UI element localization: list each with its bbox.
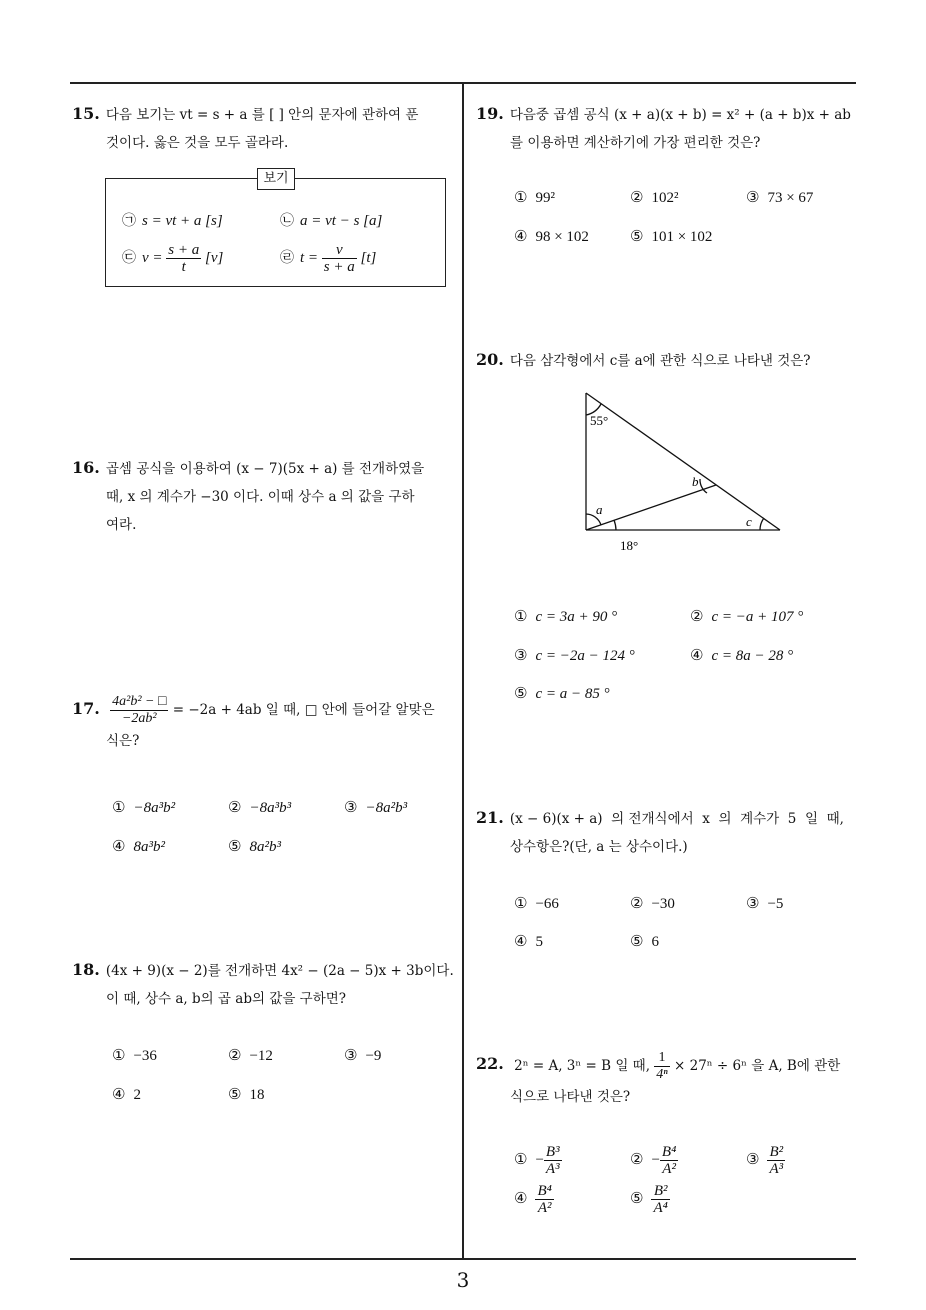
question-number: 22. <box>476 1054 504 1073</box>
frac-numerator: v <box>322 242 357 259</box>
choice-text: 98 × 102 <box>535 229 589 245</box>
bogi-item-1 <box>122 210 223 230</box>
label-b: b <box>692 474 699 489</box>
q22-choice-3[interactable] <box>746 1144 785 1177</box>
question-18 <box>72 956 457 1013</box>
item-marker: ㉡ <box>280 213 294 229</box>
q19-choice-2[interactable] <box>630 188 678 207</box>
choice-number: ① <box>514 894 528 912</box>
q17-choice-3[interactable] <box>344 798 407 817</box>
question-text: 다음 삼각형에서 c를 a에 관한 식으로 나타낸 것은? <box>509 353 811 369</box>
choice-text: 8a³b² <box>133 839 165 855</box>
q21-choice-3[interactable] <box>746 894 783 913</box>
question-number: 16. <box>72 458 100 477</box>
angle-arc-c <box>760 518 764 530</box>
frac-numerator: 1 <box>654 1050 669 1067</box>
choice-number: ② <box>690 607 704 625</box>
q18-choice-2[interactable] <box>228 1046 273 1065</box>
question-17 <box>72 694 457 755</box>
item-marker: ㉣ <box>280 249 294 266</box>
angle-arc-b <box>700 479 707 493</box>
choice-number: ⑤ <box>228 837 242 855</box>
choice-number: ③ <box>746 894 760 912</box>
choice-number: ① <box>112 1046 126 1064</box>
question-number: 19. <box>476 104 504 123</box>
choice-text: 101 × 102 <box>651 229 713 245</box>
question-text: (x − 6)(x + a) 의 전개식에서 x 의 계수가 5 일 때, <box>509 811 844 827</box>
question-19-line1 <box>476 100 861 129</box>
q21-choice-4[interactable] <box>514 932 543 951</box>
frac-denominator: A² <box>537 1200 552 1216</box>
choice-number: ② <box>630 894 644 912</box>
frac-numerator: s + a <box>168 242 200 258</box>
frac-denominator: t <box>181 259 186 275</box>
frac-denominator: s + a <box>323 259 355 275</box>
item-lhs: t = <box>300 249 319 266</box>
q18-choice-5[interactable] <box>228 1085 264 1104</box>
q21-choice-1[interactable] <box>514 894 559 913</box>
question-text-post: × 27ⁿ ÷ 6ⁿ 을 A, B에 관한 <box>674 1058 841 1074</box>
question-18-line2: 이 때, 상수 a, b의 곱 ab의 값을 구하면? <box>106 991 347 1007</box>
question-text-pre: 2ⁿ = A, 3ⁿ = B 일 때, <box>514 1058 650 1074</box>
choice-text: 5 <box>535 934 543 950</box>
q18-choice-3[interactable] <box>344 1046 381 1065</box>
choice-text: −36 <box>133 1048 157 1064</box>
question-text: 다음 보기는 vt = s + a 를 [ ] 안의 문자에 관하여 푼 <box>105 107 419 123</box>
question-21 <box>476 804 861 861</box>
question-number: 21. <box>476 808 504 827</box>
item-expr: s = vt + a [s] <box>142 213 223 229</box>
choice-number: ③ <box>514 646 528 664</box>
item-fraction <box>322 242 357 275</box>
angle-arc-bottom <box>614 520 616 530</box>
q20-choice-1[interactable] <box>514 607 617 626</box>
question-20-line1 <box>476 346 861 375</box>
choice-text: 8a²b³ <box>249 839 281 855</box>
frac-numerator: B² <box>769 1144 784 1160</box>
choice-number: ④ <box>514 1188 528 1207</box>
question-text: 곱셈 공식을 이용하여 (x − 7)(5x + a) 를 전개하였을 <box>105 461 425 477</box>
choice-number: ② <box>228 1046 242 1064</box>
question-19 <box>476 100 861 157</box>
choice-text: −8a³b² <box>133 800 176 816</box>
q19-choice-1[interactable] <box>514 188 555 207</box>
frac-denominator: −2ab² <box>121 711 157 726</box>
q22-choice-2[interactable] <box>630 1144 678 1177</box>
item-expr: a = vt − s [a] <box>300 213 383 229</box>
choice-number: ⑤ <box>630 1188 644 1207</box>
question-15 <box>72 100 457 157</box>
choice-text: 18 <box>249 1087 265 1103</box>
q21-choice-5[interactable] <box>630 932 659 951</box>
question-16-line3: 여라. <box>106 517 137 533</box>
frac-numerator: B⁴ <box>661 1144 677 1160</box>
question-18-line1 <box>72 956 457 985</box>
question-number: 15. <box>72 104 100 123</box>
triangle-hypotenuse <box>586 393 780 530</box>
question-22-line2: 식으로 나타낸 것은? <box>510 1089 631 1105</box>
question-number: 17. <box>72 699 100 718</box>
choice-text: 73 × 67 <box>767 190 814 206</box>
question-17-line1 <box>72 694 457 727</box>
q19-choice-4[interactable] <box>514 227 589 246</box>
q22-choice-4[interactable] <box>514 1183 554 1216</box>
q19-choice-5[interactable] <box>630 227 712 246</box>
triangle-figure <box>570 385 800 565</box>
choice-text: c = 8a − 28 ° <box>711 648 794 664</box>
q17-choice-1[interactable] <box>112 798 175 817</box>
q21-choice-2[interactable] <box>630 894 675 913</box>
question-number: 18. <box>72 960 100 979</box>
question-19-line2: 를 이용하면 계산하기에 가장 편리한 것은? <box>510 135 761 151</box>
label-a: a <box>596 502 603 517</box>
bogi-item-2 <box>280 210 382 230</box>
q17-choice-2[interactable] <box>228 798 291 817</box>
question-22-fraction <box>654 1050 669 1083</box>
choice-fraction <box>651 1183 669 1216</box>
choice-text: −30 <box>651 896 675 912</box>
choice-text: c = −a + 107 ° <box>711 609 804 625</box>
question-16-line1 <box>72 454 457 483</box>
question-20 <box>476 346 861 375</box>
choice-text: −12 <box>249 1048 273 1064</box>
question-22-line1 <box>476 1050 861 1083</box>
choice-number: ③ <box>746 1149 760 1168</box>
question-22 <box>476 1050 861 1111</box>
choice-number: ④ <box>112 1085 126 1103</box>
choice-text: 6 <box>651 934 659 950</box>
item-tail: [t] <box>360 249 377 266</box>
frac-numerator: B³ <box>545 1144 560 1160</box>
label-c: c <box>746 514 752 529</box>
choice-text: −8a²b³ <box>365 800 408 816</box>
choice-text: c = a − 85 ° <box>535 686 610 702</box>
frac-denominator: A³ <box>545 1161 560 1177</box>
choice-text: 102² <box>651 190 679 206</box>
question-text: = −2a + 4ab 일 때, □ 안에 들어갈 알맞은 <box>172 702 435 718</box>
triangle-cevian <box>586 485 716 530</box>
choice-text: −8a³b³ <box>249 800 292 816</box>
choice-fraction <box>660 1144 678 1177</box>
q22-choice-5[interactable] <box>630 1183 670 1216</box>
frac-denominator: 4ⁿ <box>656 1067 668 1082</box>
q20-choice-2[interactable] <box>690 607 803 626</box>
question-16-line2: 때, x 의 계수가 −30 이다. 이때 상수 a 의 값을 구하 <box>106 489 415 505</box>
choice-number: ③ <box>344 798 358 816</box>
choice-number: ⑤ <box>630 227 644 245</box>
question-21-line2: 상수항은?(단, a 는 상수이다.) <box>510 839 688 855</box>
item-fraction <box>166 242 201 275</box>
choice-number: ④ <box>514 932 528 950</box>
choice-number: ① <box>514 1149 528 1168</box>
choice-sign: − <box>651 1151 660 1168</box>
bogi-item-3 <box>122 242 223 275</box>
choice-fraction <box>767 1144 785 1177</box>
column-divider <box>462 83 464 1259</box>
item-marker: ㉠ <box>122 213 136 229</box>
choice-number: ③ <box>344 1046 358 1064</box>
choice-number: ④ <box>514 227 528 245</box>
q19-choice-3[interactable] <box>746 188 813 207</box>
choice-sign: − <box>535 1151 544 1168</box>
q17-choice-4[interactable] <box>112 837 165 856</box>
question-15-line2: 것이다. 옳은 것을 모두 골라라. <box>106 135 289 151</box>
bottom-rule <box>70 1258 856 1260</box>
q20-choice-5[interactable] <box>514 684 610 703</box>
bogi-title: 보기 <box>257 168 295 190</box>
choice-fraction <box>535 1183 553 1216</box>
question-21-line1 <box>476 804 861 833</box>
frac-denominator: A³ <box>769 1161 784 1177</box>
q22-choice-1[interactable] <box>514 1144 562 1177</box>
q18-choice-4[interactable] <box>112 1085 141 1104</box>
choice-number: ① <box>112 798 126 816</box>
choice-number: ② <box>630 188 644 206</box>
bogi-item-4 <box>280 242 376 275</box>
choice-fraction <box>544 1144 562 1177</box>
choice-number: ② <box>228 798 242 816</box>
question-17-fraction <box>110 694 168 727</box>
q17-choice-5[interactable] <box>228 837 281 856</box>
frac-numerator: B² <box>651 1183 669 1200</box>
choice-text: −9 <box>365 1048 382 1064</box>
item-lhs: v = <box>142 249 163 266</box>
question-16 <box>72 454 457 539</box>
frac-numerator: 4a²b² − □ <box>112 694 167 709</box>
question-17-line2: 식은? <box>106 733 140 749</box>
choice-number: ③ <box>746 188 760 206</box>
choice-number: ⑤ <box>630 932 644 950</box>
q20-choice-3[interactable] <box>514 646 635 665</box>
choice-text: c = −2a − 124 ° <box>535 648 635 664</box>
choice-text: −5 <box>767 896 784 912</box>
frac-denominator: A² <box>662 1161 676 1177</box>
choice-number: ② <box>630 1149 644 1168</box>
choice-text: −66 <box>535 896 559 912</box>
choice-text: 99² <box>535 190 555 206</box>
question-text: (4x + 9)(x − 2)를 전개하면 4x² − (2a − 5)x + 3b이다. <box>105 963 454 979</box>
choice-number: ① <box>514 188 528 206</box>
choice-text: 2 <box>133 1087 141 1103</box>
question-15-line1 <box>72 100 457 129</box>
choice-number: ⑤ <box>514 684 528 702</box>
q20-choice-4[interactable] <box>690 646 793 665</box>
frac-numerator: B⁴ <box>537 1183 552 1199</box>
choice-number: ⑤ <box>228 1085 242 1103</box>
q18-choice-1[interactable] <box>112 1046 157 1065</box>
choice-number: ④ <box>690 646 704 664</box>
question-text: 다음중 곱셈 공식 (x + a)(x + b) = x² + (a + b)x + ab <box>509 107 851 123</box>
page-number: 3 <box>456 1268 470 1292</box>
item-marker: ㉢ <box>122 249 136 266</box>
item-tail: [v] <box>205 249 224 266</box>
frac-denominator: A⁴ <box>653 1200 668 1216</box>
question-number: 20. <box>476 350 504 369</box>
choice-number: ① <box>514 607 528 625</box>
label-bottom-angle: 18° <box>620 538 639 553</box>
label-top-angle: 55° <box>590 413 609 428</box>
choice-number: ④ <box>112 837 126 855</box>
choice-text: c = 3a + 90 ° <box>535 609 618 625</box>
